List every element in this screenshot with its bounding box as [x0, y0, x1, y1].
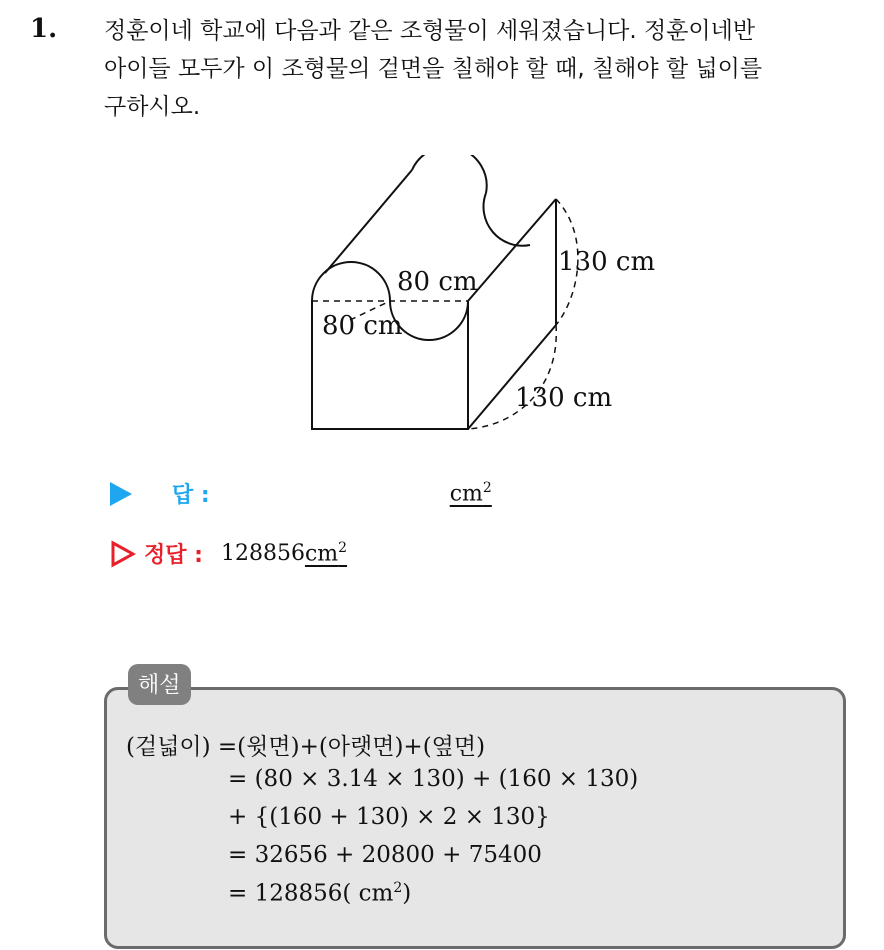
- answer-label: 답 :: [172, 483, 210, 508]
- answer-row: [110, 478, 492, 509]
- left-width-label: 80 cm: [322, 311, 403, 341]
- correct-answer-label: 정답 :: [144, 543, 203, 568]
- correct-answer-unit-text: cm: [304, 541, 339, 567]
- solution-line-2: = (80 × 3.14 × 130) + (160 × 130): [228, 766, 639, 792]
- answer-unit-exponent: 2: [482, 480, 492, 497]
- question-number: 1.: [30, 14, 58, 44]
- bottom-right-edge: [468, 325, 556, 429]
- outline-triangle-icon: [110, 540, 136, 568]
- correct-answer-unit: [305, 540, 347, 566]
- back-top-edge-left: [325, 170, 412, 273]
- solution-line-1: (겉넓이) =(윗면)+(아랫면)+(옆면): [126, 734, 486, 760]
- solution-line-5: [228, 880, 411, 907]
- depth-label: 130 cm: [515, 383, 613, 413]
- solution-line-5-suffix: ): [402, 880, 412, 907]
- question-line-1: 정훈이네 학교에 다음과 같은 조형물이 세워졌습니다. 정훈이네반: [104, 18, 756, 44]
- question-text: [104, 12, 874, 126]
- answer-unit-text: cm: [449, 481, 483, 507]
- top-width-label: 80 cm: [397, 267, 478, 297]
- solution-line-4: = 32656 + 20800 + 75400: [228, 842, 542, 868]
- answer-unit: [450, 480, 492, 506]
- question-line-3: 구하시오.: [104, 94, 201, 120]
- correct-answer-value: 128856: [220, 541, 305, 566]
- correct-answer-unit-exponent: 2: [338, 540, 348, 557]
- back-left-arc: [412, 155, 487, 193]
- explanation-tag: 해설: [128, 664, 191, 705]
- right-top-edge: [468, 199, 556, 301]
- solution-line-5-prefix: = 128856( cm: [228, 880, 394, 907]
- height-label: 130 cm: [558, 247, 656, 277]
- sculpture-figure: [290, 155, 670, 445]
- play-triangle-icon: [110, 482, 132, 506]
- solution-line-3: + {(160 + 130) × 2 × 130}: [228, 804, 550, 830]
- solution-line-5-exponent: 2: [393, 880, 403, 896]
- front-left-arc: [312, 262, 390, 301]
- question-line-2: 아이들 모두가 이 조형물의 겉면을 칠해야 할 때, 칠해야 할 넓이를: [104, 56, 763, 82]
- correct-answer-row: [110, 538, 347, 569]
